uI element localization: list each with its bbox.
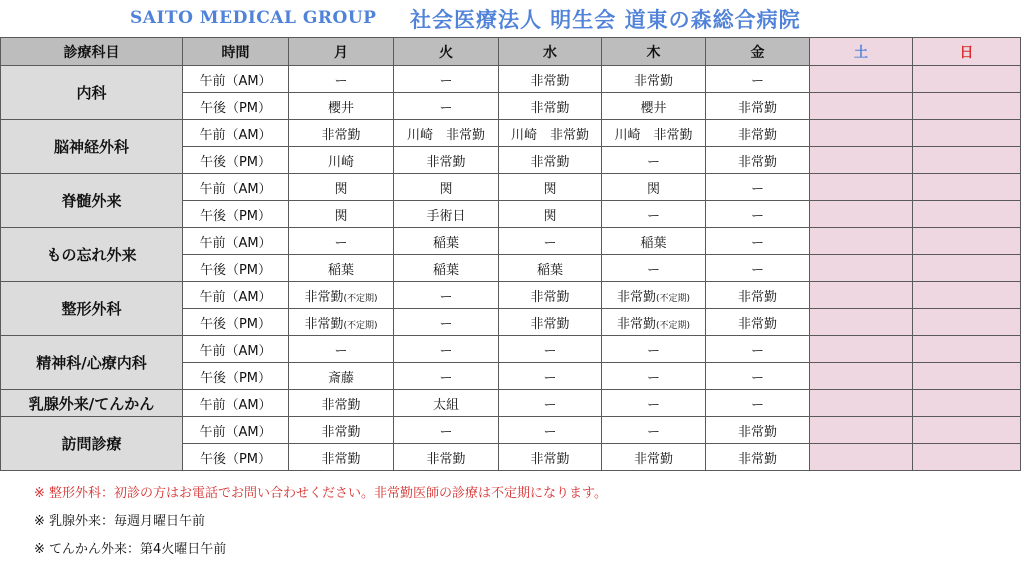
cell-value: 非常勤 bbox=[616, 289, 656, 305]
cell-value: ー bbox=[439, 73, 453, 89]
cell-value: ー bbox=[646, 424, 660, 440]
cell-value: ー bbox=[646, 343, 660, 359]
cell-sat bbox=[810, 66, 913, 93]
cell-tue bbox=[394, 93, 499, 120]
cell-value: ー bbox=[439, 100, 453, 116]
col-header-dept: 診療科目 bbox=[1, 38, 183, 66]
cell-sat bbox=[810, 417, 913, 444]
cell-value: ー bbox=[543, 235, 557, 251]
cell-sat bbox=[810, 390, 913, 417]
col-header-thu: 木 bbox=[602, 38, 706, 66]
cell-value: 非常勤 bbox=[737, 289, 777, 305]
cell-value: ー bbox=[750, 73, 764, 89]
cell-mon bbox=[289, 255, 394, 282]
cell-value: ー bbox=[543, 424, 557, 440]
cell-tue bbox=[394, 147, 499, 174]
cell-wed bbox=[499, 336, 602, 363]
cell-value: 手術日 bbox=[426, 208, 466, 224]
cell-note: (不定期) bbox=[343, 320, 378, 331]
time-cell: 午前（AM） bbox=[183, 336, 289, 363]
cell-thu bbox=[602, 282, 706, 309]
time-cell: 午後（PM） bbox=[183, 309, 289, 336]
time-cell: 午前（AM） bbox=[183, 390, 289, 417]
cell-sat bbox=[810, 336, 913, 363]
cell-sun bbox=[913, 201, 1021, 228]
cell-sat bbox=[810, 201, 913, 228]
cell-value: 非常勤 bbox=[737, 100, 777, 116]
cell-value: 非常勤 bbox=[633, 73, 673, 89]
cell-value: 川崎 bbox=[327, 154, 354, 170]
cell-sat bbox=[810, 363, 913, 390]
cell-sat bbox=[810, 444, 913, 471]
cell-fri bbox=[706, 66, 810, 93]
cell-tue bbox=[394, 282, 499, 309]
dept-cell: 訪問診療 bbox=[1, 417, 183, 471]
cell-note: (不定期) bbox=[343, 293, 378, 304]
cell-sun bbox=[913, 417, 1021, 444]
cell-fri bbox=[706, 309, 810, 336]
cell-sat bbox=[810, 147, 913, 174]
cell-value: 川崎 非常勤 bbox=[406, 127, 485, 143]
cell-value: 稲葉 bbox=[327, 262, 354, 278]
table-row bbox=[1, 66, 1021, 93]
notes bbox=[34, 485, 607, 569]
schedule-table bbox=[0, 37, 1021, 471]
cell-sat bbox=[810, 228, 913, 255]
cell-mon bbox=[289, 336, 394, 363]
time-cell: 午前（AM） bbox=[183, 66, 289, 93]
cell-value: 太組 bbox=[432, 397, 459, 413]
col-header-sat: 土 bbox=[810, 38, 913, 66]
cell-value: ー bbox=[543, 397, 557, 413]
cell-value: 川崎 非常勤 bbox=[614, 127, 693, 143]
dept-cell: 脊髄外来 bbox=[1, 174, 183, 228]
cell-thu bbox=[602, 444, 706, 471]
cell-note: (不定期) bbox=[655, 320, 691, 331]
cell-sun bbox=[913, 93, 1021, 120]
time-cell: 午前（AM） bbox=[183, 174, 289, 201]
cell-tue bbox=[394, 417, 499, 444]
cell-sun bbox=[913, 147, 1021, 174]
cell-value: ー bbox=[439, 424, 453, 440]
cell-thu bbox=[602, 336, 706, 363]
cell-fri bbox=[706, 93, 810, 120]
cell-value: 非常勤 bbox=[530, 451, 570, 467]
cell-wed bbox=[499, 93, 602, 120]
cell-thu bbox=[602, 309, 706, 336]
cell-value: 非常勤 bbox=[304, 316, 344, 332]
cell-tue bbox=[394, 255, 499, 282]
cell-value: ー bbox=[439, 316, 453, 332]
cell-wed bbox=[499, 147, 602, 174]
cell-sun bbox=[913, 444, 1021, 471]
dept-cell: 整形外科 bbox=[1, 282, 183, 336]
cell-tue bbox=[394, 336, 499, 363]
cell-wed bbox=[499, 174, 602, 201]
cell-value: 非常勤 bbox=[530, 154, 570, 170]
cell-tue bbox=[394, 444, 499, 471]
cell-sun bbox=[913, 282, 1021, 309]
cell-mon bbox=[289, 309, 394, 336]
cell-sun bbox=[913, 309, 1021, 336]
note-breast-clinic: ※ 乳腺外来：毎週月曜日午前 bbox=[34, 514, 206, 529]
cell-value: 非常勤 bbox=[426, 451, 466, 467]
cell-mon bbox=[289, 120, 394, 147]
cell-tue bbox=[394, 66, 499, 93]
cell-mon bbox=[289, 363, 394, 390]
cell-value: 稲葉 bbox=[640, 235, 667, 251]
table-row bbox=[1, 417, 1021, 444]
note-epilepsy-clinic: ※ てんかん外来：第4火曜日午前 bbox=[34, 542, 227, 557]
time-cell: 午後（PM） bbox=[183, 444, 289, 471]
cell-value: ー bbox=[334, 73, 348, 89]
cell-sat bbox=[810, 309, 913, 336]
cell-fri bbox=[706, 228, 810, 255]
cell-tue bbox=[394, 363, 499, 390]
cell-sun bbox=[913, 390, 1021, 417]
cell-value: 関 bbox=[543, 208, 557, 224]
cell-fri bbox=[706, 363, 810, 390]
cell-thu bbox=[602, 363, 706, 390]
page-header bbox=[0, 0, 1024, 36]
table-row bbox=[1, 228, 1021, 255]
cell-mon bbox=[289, 174, 394, 201]
cell-sun bbox=[913, 66, 1021, 93]
cell-value: ー bbox=[750, 370, 764, 386]
cell-thu bbox=[602, 390, 706, 417]
time-cell: 午後（PM） bbox=[183, 93, 289, 120]
table-row bbox=[1, 336, 1021, 363]
cell-value: 稲葉 bbox=[432, 235, 459, 251]
cell-value: 非常勤 bbox=[737, 154, 777, 170]
cell-value: 非常勤 bbox=[737, 424, 777, 440]
time-cell: 午後（PM） bbox=[183, 147, 289, 174]
cell-mon bbox=[289, 444, 394, 471]
cell-fri bbox=[706, 336, 810, 363]
cell-value: ー bbox=[750, 262, 764, 278]
hospital-name: 社会医療法人 明生会 道東の森総合病院 bbox=[410, 8, 801, 32]
cell-value: 非常勤 bbox=[616, 316, 656, 332]
cell-value: ー bbox=[439, 289, 453, 305]
cell-value: 関 bbox=[334, 181, 348, 197]
cell-value: 非常勤 bbox=[321, 424, 361, 440]
cell-value: 非常勤 bbox=[530, 316, 570, 332]
cell-mon bbox=[289, 417, 394, 444]
cell-value: ー bbox=[750, 397, 764, 413]
cell-value: 非常勤 bbox=[530, 73, 570, 89]
cell-sun bbox=[913, 363, 1021, 390]
cell-wed bbox=[499, 255, 602, 282]
cell-value: 櫻井 bbox=[640, 100, 667, 116]
cell-value: 関 bbox=[543, 181, 557, 197]
cell-mon bbox=[289, 147, 394, 174]
cell-wed bbox=[499, 363, 602, 390]
cell-thu bbox=[602, 201, 706, 228]
cell-sat bbox=[810, 255, 913, 282]
cell-thu bbox=[602, 66, 706, 93]
cell-thu bbox=[602, 228, 706, 255]
col-header-tue: 火 bbox=[394, 38, 499, 66]
cell-value: ー bbox=[334, 235, 348, 251]
brand-name: SAITO MEDICAL GROUP bbox=[130, 8, 377, 28]
cell-value: ー bbox=[646, 370, 660, 386]
dept-cell: 乳腺外来/てんかん bbox=[1, 390, 183, 417]
cell-value: ー bbox=[750, 343, 764, 359]
cell-tue bbox=[394, 309, 499, 336]
cell-value: 非常勤 bbox=[426, 154, 466, 170]
cell-tue bbox=[394, 228, 499, 255]
cell-mon bbox=[289, 201, 394, 228]
cell-thu bbox=[602, 93, 706, 120]
cell-fri bbox=[706, 255, 810, 282]
cell-value: ー bbox=[439, 343, 453, 359]
cell-note: (不定期) bbox=[655, 293, 691, 304]
cell-value: 稲葉 bbox=[536, 262, 563, 278]
cell-sat bbox=[810, 282, 913, 309]
cell-wed bbox=[499, 444, 602, 471]
cell-value: ー bbox=[750, 181, 764, 197]
cell-fri bbox=[706, 120, 810, 147]
cell-value: ー bbox=[334, 343, 348, 359]
cell-fri bbox=[706, 444, 810, 471]
cell-sun bbox=[913, 255, 1021, 282]
time-cell: 午前（AM） bbox=[183, 282, 289, 309]
cell-value: 関 bbox=[334, 208, 348, 224]
cell-wed bbox=[499, 228, 602, 255]
cell-fri bbox=[706, 174, 810, 201]
cell-value: 非常勤 bbox=[530, 289, 570, 305]
cell-mon bbox=[289, 228, 394, 255]
cell-value: 関 bbox=[439, 181, 453, 197]
cell-thu bbox=[602, 174, 706, 201]
cell-thu bbox=[602, 147, 706, 174]
cell-mon bbox=[289, 282, 394, 309]
dept-cell: 脳神経外科 bbox=[1, 120, 183, 174]
time-cell: 午前（AM） bbox=[183, 228, 289, 255]
cell-tue bbox=[394, 120, 499, 147]
cell-wed bbox=[499, 282, 602, 309]
cell-value: 非常勤 bbox=[321, 397, 361, 413]
cell-mon bbox=[289, 93, 394, 120]
cell-value: 非常勤 bbox=[321, 451, 361, 467]
cell-sun bbox=[913, 174, 1021, 201]
cell-mon bbox=[289, 66, 394, 93]
cell-sun bbox=[913, 336, 1021, 363]
cell-sun bbox=[913, 120, 1021, 147]
cell-thu bbox=[602, 417, 706, 444]
cell-value: 非常勤 bbox=[321, 127, 361, 143]
cell-thu bbox=[602, 255, 706, 282]
cell-value: 川崎 非常勤 bbox=[510, 127, 589, 143]
cell-value: ー bbox=[750, 208, 764, 224]
table-row bbox=[1, 120, 1021, 147]
cell-fri bbox=[706, 390, 810, 417]
cell-value: 非常勤 bbox=[304, 289, 344, 305]
cell-value: ー bbox=[543, 370, 557, 386]
cell-fri bbox=[706, 282, 810, 309]
table-row bbox=[1, 282, 1021, 309]
cell-tue bbox=[394, 201, 499, 228]
cell-value: 斎藤 bbox=[327, 370, 354, 386]
table-row bbox=[1, 390, 1021, 417]
time-cell: 午後（PM） bbox=[183, 201, 289, 228]
col-header-sun: 日 bbox=[913, 38, 1021, 66]
header-row bbox=[1, 38, 1021, 66]
dept-cell: 精神科/心療内科 bbox=[1, 336, 183, 390]
col-header-fri: 金 bbox=[706, 38, 810, 66]
cell-value: ー bbox=[646, 154, 660, 170]
cell-thu bbox=[602, 120, 706, 147]
table-row bbox=[1, 174, 1021, 201]
cell-tue bbox=[394, 174, 499, 201]
cell-value: ー bbox=[646, 262, 660, 278]
cell-sat bbox=[810, 93, 913, 120]
cell-value: ー bbox=[750, 235, 764, 251]
time-cell: 午後（PM） bbox=[183, 363, 289, 390]
dept-cell: もの忘れ外来 bbox=[1, 228, 183, 282]
cell-mon bbox=[289, 390, 394, 417]
cell-sat bbox=[810, 174, 913, 201]
col-header-time: 時間 bbox=[183, 38, 289, 66]
cell-wed bbox=[499, 417, 602, 444]
note-orthopedics: ※ 整形外科：初診の方はお電話でお問い合わせください。非常勤医師の診療は不定期になります。 bbox=[34, 486, 607, 501]
col-header-wed: 水 bbox=[499, 38, 602, 66]
schedule-body bbox=[1, 66, 1021, 471]
cell-value: 関 bbox=[646, 181, 660, 197]
cell-wed bbox=[499, 390, 602, 417]
cell-sat bbox=[810, 120, 913, 147]
col-header-mon: 月 bbox=[289, 38, 394, 66]
cell-tue bbox=[394, 390, 499, 417]
cell-wed bbox=[499, 201, 602, 228]
time-cell: 午後（PM） bbox=[183, 255, 289, 282]
cell-value: 非常勤 bbox=[737, 316, 777, 332]
cell-wed bbox=[499, 120, 602, 147]
cell-value: 櫻井 bbox=[327, 100, 354, 116]
cell-value: 非常勤 bbox=[737, 127, 777, 143]
cell-wed bbox=[499, 66, 602, 93]
cell-value: 非常勤 bbox=[737, 451, 777, 467]
dept-cell: 内科 bbox=[1, 66, 183, 120]
cell-value: ー bbox=[543, 343, 557, 359]
cell-value: 稲葉 bbox=[432, 262, 459, 278]
cell-sun bbox=[913, 228, 1021, 255]
cell-value: ー bbox=[646, 397, 660, 413]
cell-value: ー bbox=[439, 370, 453, 386]
cell-fri bbox=[706, 201, 810, 228]
cell-value: 非常勤 bbox=[633, 451, 673, 467]
cell-wed bbox=[499, 309, 602, 336]
cell-fri bbox=[706, 417, 810, 444]
time-cell: 午前（AM） bbox=[183, 417, 289, 444]
time-cell: 午前（AM） bbox=[183, 120, 289, 147]
cell-value: 非常勤 bbox=[530, 100, 570, 116]
cell-fri bbox=[706, 147, 810, 174]
cell-value: ー bbox=[646, 208, 660, 224]
